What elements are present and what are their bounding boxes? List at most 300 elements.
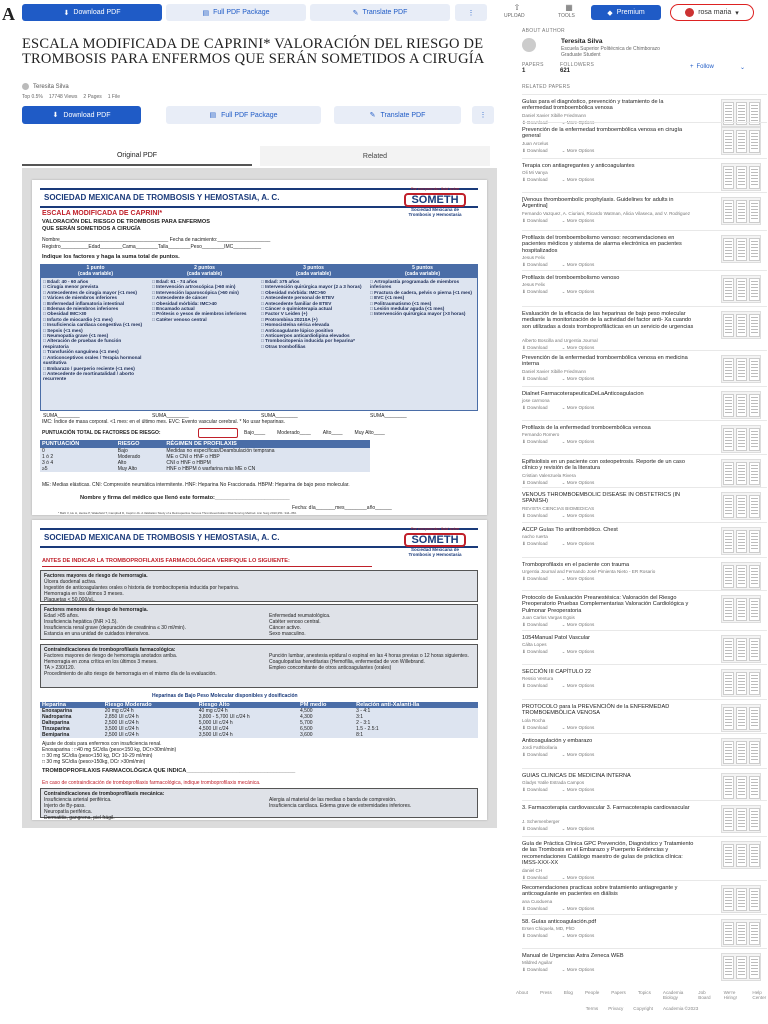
thumbnail-line (725, 184, 732, 185)
related-paper-item[interactable] (522, 630, 767, 664)
thumbnail-line (725, 510, 732, 511)
factor-item[interactable]: □ Alteración de pruebas de función respiratoria (43, 338, 122, 349)
table-cell: 5,700 (298, 720, 354, 726)
factor-item[interactable]: □ Obesidad mórbida: IMC>50 (261, 289, 326, 295)
related-paper-title[interactable]: Profilaxis de la enfermedad tromboembólica venosa (522, 425, 651, 431)
paper-thumbnail[interactable] (721, 841, 761, 869)
thumbnail-page (736, 922, 747, 945)
thumbnail-line (751, 653, 758, 654)
related-paper-title[interactable]: Evaluación de la eficacia de las heparinas de bajo peso molecular mediante la monitorización de la actividad del factor anti- Xa cuando son utilizadas a dosis tromboprofilácticas en un servicio de urgencias (522, 311, 694, 330)
paper-thumbnail[interactable] (721, 669, 761, 697)
related-paper-author[interactable]: Alberto Boscilla and Urgentia Journal (522, 337, 598, 343)
paper-thumbnail[interactable] (721, 595, 761, 623)
footer (516, 990, 768, 1011)
factor-item[interactable]: □ Edad: ≥75 años (261, 279, 300, 284)
related-paper-item[interactable] (522, 914, 767, 948)
factor-item[interactable]: □ Cáncer o quimioterapia actual (261, 306, 333, 312)
related-paper-actions (522, 405, 594, 411)
factor-item[interactable]: □ Anticoagulante lúpico positivo (261, 327, 334, 333)
thumbnail-line (751, 184, 758, 185)
related-paper-author[interactable]: Cristian Valenzuela Rivera (522, 472, 576, 478)
chevron-down-icon: ⌄ (561, 622, 567, 628)
related-paper-author[interactable]: Jordi Fathbollaria (522, 745, 558, 751)
related-paper-author[interactable]: nacho ruerta (522, 534, 548, 540)
full-pdf-package-button[interactable]: ▤ Full PDF Package (166, 4, 306, 21)
factor-item[interactable]: □ Embarazo / puerperio reciente (<1 mes) (43, 365, 135, 371)
contra-title: Contraindicaciones de tromboprofilaxis farmacológica: (44, 647, 176, 653)
related-paper-author[interactable]: jose carmona (522, 398, 550, 404)
thumbnail-page (749, 888, 760, 911)
factor-item[interactable]: □ Insuficiencia cardiaca congestiva (<1 mes) (43, 322, 143, 328)
upload-label[interactable]: UPLOAD (504, 13, 525, 19)
paper-thumbnail[interactable] (721, 355, 761, 383)
related-paper-author[interactable]: Ressio Ventura (522, 676, 554, 682)
related-paper-author[interactable]: Urgentia Journal and Fernando José Pimienta Nieto - ER Rosario (522, 569, 656, 575)
footer-link[interactable]: Privacy (608, 1006, 624, 1011)
more-options-link[interactable] (562, 262, 595, 268)
follow-button[interactable]: + Follow (690, 64, 714, 70)
related-paper-title[interactable]: Manual de Urgencias Astra Zeneca WEB (522, 953, 624, 959)
thumbnail-line (751, 716, 758, 717)
related-paper-item[interactable] (522, 768, 767, 800)
download-link[interactable] (522, 906, 548, 912)
factor-item[interactable]: □ Neumopatía grave (<1 mes) (43, 333, 109, 339)
factor-item[interactable]: □ Encamado actual (152, 306, 195, 312)
scale-sub-1: VALORACIÓN DEL RIESGO DE TROMBOSIS PARA ENFERMOS (42, 219, 210, 225)
footer-link[interactable]: Press (540, 990, 552, 995)
factor-item[interactable]: □ Antecedente familiar de ETEV (261, 300, 332, 306)
related-paper-author[interactable]: Juan Carlos Vargas Egüis (522, 615, 575, 621)
factor-item[interactable]: □ Otras trombofilias (261, 343, 306, 349)
related-paper-author[interactable]: Cálta Lopes (522, 642, 547, 648)
paper-thumbnail[interactable] (721, 773, 761, 801)
thumbnail-line (725, 574, 732, 575)
paper-thumbnail[interactable] (721, 459, 761, 487)
related-paper-item[interactable] (522, 158, 767, 192)
paper-thumbnail[interactable] (721, 492, 761, 520)
more-options-link[interactable] (562, 967, 595, 973)
related-paper-item[interactable] (522, 454, 767, 487)
thumbnail-line (738, 607, 745, 608)
logo-tagline: Por compromiso fluid sober (410, 186, 460, 191)
thumbnail-line (725, 850, 732, 851)
factor-item[interactable]: □ Enfermedad inflamatoria intestinal (43, 300, 124, 306)
related-paper-title[interactable]: GUIAS CLINICAS DE MEDICINA INTERNA (522, 773, 631, 779)
factor-item[interactable]: □ Antecedentes de cirugía mayor (<1 mes) (43, 289, 137, 295)
followers-label: FOLLOWERS (560, 62, 595, 68)
factor-item[interactable]: □ Edad: 61 - 74 años (152, 279, 198, 284)
thumbnail-line (738, 859, 745, 860)
related-paper-title[interactable]: 1054Manual Patol Vascular (522, 635, 590, 641)
download-link[interactable] (522, 725, 548, 731)
factor-item[interactable]: □ Anticuerpos anticardiolipina elevados (261, 333, 350, 339)
paper-thumbnail[interactable] (721, 635, 761, 663)
factor-item[interactable]: □ Trombocitopenia inducida por heparina* (261, 338, 355, 344)
paper-thumbnail[interactable] (721, 805, 761, 833)
thumbnail-line (725, 480, 732, 481)
thumbnail-line (751, 367, 758, 368)
download-link[interactable] (522, 649, 548, 655)
factor-item[interactable]: □ Politraumatismo (<1 mes) (370, 300, 432, 306)
download-link[interactable] (522, 787, 548, 793)
tab-original-pdf[interactable]: Original PDF (22, 146, 252, 166)
paper-thumbnail[interactable] (721, 197, 761, 225)
related-paper-title[interactable]: Terapia con antiagregantes y anticoagulantes (522, 163, 635, 169)
factor-item[interactable]: □ Edad: 40 - 60 años (43, 279, 89, 284)
more-options-link[interactable] (562, 480, 595, 486)
factor-item[interactable]: □ Artroplastía programada de miembros inferiores (370, 279, 460, 290)
table-header: Riesgo Alto (197, 702, 298, 708)
related-paper-author[interactable]: REVISTA CIENCIAS BIOMEDICAS (522, 505, 595, 511)
factor-item[interactable]: □ Sepsis (<1 mes) (43, 327, 83, 333)
user-menu[interactable]: rosa maria ▾ (670, 4, 754, 21)
thumbnail-line (751, 577, 758, 578)
factor-item[interactable]: □ Infarto de miocardio (<1 mes) (43, 316, 113, 322)
thumbnail-line (725, 601, 732, 602)
download-link[interactable] (522, 148, 548, 154)
column-points: 2 puntos (194, 265, 215, 271)
thumbnail-line (725, 400, 732, 401)
factor-item[interactable]: □ Intervención quirúrgica mayor (>3 horas) (370, 311, 466, 317)
factor-item[interactable]: □ Lesión medular aguda (<1 mes) (370, 306, 445, 312)
download-link[interactable] (522, 439, 548, 445)
thumbnail-page (736, 776, 747, 799)
author-avatar[interactable] (522, 38, 536, 52)
download-link[interactable] (522, 576, 548, 582)
factor-item[interactable]: □ Protrombina 20210A (+) (261, 316, 318, 322)
factor-item[interactable]: □ Catéter venoso central (152, 316, 207, 322)
more-options-link[interactable] (562, 439, 595, 445)
factor-item[interactable]: □ EVC (<1 mes) (370, 295, 405, 301)
factor-item[interactable]: □ Obesidad IMC>30 (43, 311, 87, 317)
translate-icon: ✎ (369, 112, 376, 119)
footer-link[interactable]: Blog (563, 990, 573, 995)
more-options-link[interactable] (562, 576, 595, 582)
related-paper-title[interactable]: Protocolo de Evaluación Preanestésica: Valoración del Riesgo Preoperatorio Pruebas Complementarias Valoración Cardiológica y Pulmonar Preoperatoria (522, 595, 689, 614)
factor-item[interactable]: □ Obesidad mórbida: IMC>40 (152, 300, 217, 306)
related-paper-author[interactable]: J. Schemenberger (522, 818, 560, 824)
related-paper-author[interactable]: Juan Arcelus (522, 140, 549, 146)
paper-thumbnail[interactable] (721, 885, 761, 913)
download-pdf-main-button[interactable]: ⬇ Download PDF (22, 106, 141, 124)
download-link[interactable] (522, 967, 548, 973)
more-options-label: More Options (566, 576, 595, 582)
footer-link[interactable]: Job Board (698, 990, 711, 1000)
footer-link[interactable]: People (584, 990, 600, 995)
more-options-link[interactable] (562, 513, 595, 519)
download-link[interactable] (522, 541, 548, 547)
avatar (685, 8, 694, 17)
related-paper-author[interactable]: Jesus Felix (522, 282, 545, 288)
more-options-link[interactable] (562, 289, 595, 295)
related-paper-actions (522, 376, 594, 382)
more-options-label: More Options (566, 289, 595, 295)
more-options-link[interactable] (562, 787, 595, 793)
related-paper-item[interactable] (522, 350, 767, 386)
paper-thumbnail[interactable] (721, 738, 761, 766)
thumbnail-line (751, 117, 758, 118)
thumbnail-line (738, 145, 745, 146)
paper-thumbnail[interactable] (721, 311, 761, 339)
thumbnail-page (736, 495, 747, 518)
thumbnail-line (725, 329, 732, 330)
related-paper-title[interactable]: Guías para el diagnóstico, prevención y tratamiento de la enfermedad tromboembólica venosa (522, 99, 664, 112)
download-link[interactable] (522, 289, 548, 295)
footer-link[interactable]: Terms (585, 1006, 599, 1011)
related-paper-title[interactable]: Prevención de la enfermedad tromboembólica venosa en cirugía general (522, 127, 683, 140)
factor-item[interactable]: □ Factor V Leiden (+) (261, 311, 308, 317)
files-count[interactable]: 1 File (107, 94, 120, 100)
related-paper-author[interactable]: Mildred Aguilar (522, 960, 553, 966)
more-options-link[interactable] (562, 541, 595, 547)
related-paper-item[interactable] (522, 733, 767, 768)
footer-link[interactable]: We're Hiring! (723, 990, 737, 1000)
related-paper-author[interactable]: Ersen Chiquela, MD, PhD (522, 926, 575, 932)
thumbnail-line (725, 403, 732, 404)
related-paper-item[interactable] (522, 94, 767, 125)
related-paper-author[interactable]: Gladys Yatile Estrada Campos (522, 780, 585, 786)
related-paper-item[interactable] (522, 386, 767, 420)
footer-link[interactable]: Papers (611, 990, 626, 995)
thumbnail-line (738, 678, 745, 679)
thumbnail-line (725, 823, 732, 824)
related-paper-item[interactable] (522, 230, 767, 270)
factor-item[interactable]: □ Fractura de cadera, pelvis o pierna (<1 mes) (370, 289, 472, 295)
author-row[interactable] (22, 83, 69, 90)
thumbnail-line (738, 862, 745, 863)
related-paper-item[interactable] (522, 800, 767, 836)
related-paper-title[interactable]: Tromboprofilaxis en el paciente con trauma (522, 562, 630, 568)
more-options-link[interactable] (562, 826, 595, 832)
factor-item[interactable]: □ Antecedente de mortinatalidad / aborto recurrente (43, 370, 134, 382)
related-paper-title[interactable]: Prevención de la enfermedad tromboembólica venosa en medicina interna (522, 355, 688, 368)
more-options-link[interactable] (562, 906, 595, 912)
factor-item[interactable]: □ Antecedente de cáncer (152, 295, 208, 301)
chevron-down-icon: ⌄ (561, 147, 567, 153)
thumbnail-line (738, 397, 745, 398)
related-paper-item[interactable] (522, 420, 767, 454)
factor-item[interactable]: □ Cirugía menor prevista (43, 284, 99, 290)
related-paper-author[interactable]: Daniel Xavier Xibille Friedmann (522, 368, 587, 374)
thumbnail-line (738, 906, 745, 907)
factor-item[interactable]: □ Antecedente personal de ETEV (261, 295, 335, 301)
factor-item[interactable]: □ Intervención artroscópica (>60 min) (152, 284, 236, 290)
factor-item[interactable]: □ Várices de miembros inferiores (43, 295, 117, 301)
total-score-box[interactable] (198, 428, 238, 438)
thumbnail-page (723, 707, 734, 730)
thumbnail-page (749, 238, 760, 261)
paper-thumbnail[interactable] (721, 919, 761, 947)
chevron-down-icon[interactable]: ⌄ (740, 65, 746, 71)
renal-adjustment (42, 741, 176, 765)
related-paper-title[interactable]: [Venous thromboembolic prophylaxis. Guidelines for adults in Argentina] (522, 197, 674, 210)
thumbnail-page (736, 200, 747, 223)
factor-item[interactable]: □ Anticonceptivos orales / Terapia hormonal sustitutiva (43, 354, 142, 366)
paper-thumbnail[interactable] (721, 527, 761, 555)
thumbnail-line (751, 690, 758, 691)
related-paper-item[interactable] (522, 699, 767, 733)
more-options-link[interactable] (562, 683, 595, 689)
thumbnail-line (725, 753, 732, 754)
footer-link[interactable]: Copyright (633, 1006, 653, 1011)
thumbnail-line (725, 962, 732, 963)
paper-thumbnail[interactable] (721, 127, 761, 155)
more-options-link[interactable] (562, 933, 595, 939)
tab-related[interactable]: Related (260, 146, 490, 166)
chevron-down-icon: ⌄ (561, 649, 567, 655)
related-paper-item[interactable] (522, 270, 767, 306)
list-item: Insuficiencia arterial periférica. (44, 797, 112, 803)
thumbnail-line (751, 175, 758, 176)
related-paper-title[interactable]: Anticoagulación y embarazo (522, 738, 593, 744)
download-link[interactable] (522, 218, 548, 224)
download-link[interactable] (522, 622, 548, 628)
related-paper-author[interactable]: Lola Rocha (522, 717, 546, 723)
full-pdf-package-main-button[interactable]: ▤ Full PDF Package (166, 106, 321, 124)
upload-icon[interactable]: ⇧ (513, 3, 521, 12)
table-cell: Alto (116, 460, 165, 466)
footer-link[interactable]: Academia ©2023 (662, 1006, 699, 1011)
download-pdf-button[interactable]: ⬇ Download PDF (22, 4, 162, 21)
premium-button[interactable]: ◆ Premium (591, 5, 661, 20)
related-paper-item[interactable] (522, 119, 767, 158)
more-options-link[interactable] (562, 376, 595, 382)
related-paper-item[interactable] (522, 306, 767, 350)
download-link[interactable] (522, 480, 548, 486)
paper-thumbnail[interactable] (721, 391, 761, 419)
factor-item[interactable]: □ Transfusión sanguínea (<1 mes) (43, 349, 119, 355)
factor-item[interactable]: □ Prótesis o yesos de miembros inferiores (152, 311, 247, 317)
download-link[interactable] (522, 752, 548, 758)
footer-link[interactable]: Academia Biology (662, 990, 684, 1000)
paper-thumbnail[interactable] (721, 562, 761, 590)
more-options-link[interactable] (562, 725, 595, 731)
factor-item[interactable]: □ Intervención laparoscópica (>60 min) (152, 289, 239, 295)
list-item: Factores mayores de riesgo de hemorragia anotados arriba. (44, 653, 178, 659)
related-paper-author[interactable]: daniel CH (522, 867, 543, 873)
thumbnail-page (723, 672, 734, 695)
download-link[interactable] (522, 826, 548, 832)
paper-thumbnail[interactable] (721, 704, 761, 732)
related-paper-title[interactable]: Recomendaciones practicas sobre tratamiento antiagregante y anticoagulante en pacientes en diálisis (522, 885, 678, 898)
related-paper-title[interactable]: VENOUS THROMBOEMBOLIC DISEASE IN OBSTETRICS (IN SPANISH) (522, 492, 681, 505)
more-options-button[interactable]: ⋮ (455, 4, 487, 21)
thumbnail-line (725, 974, 732, 975)
thumbnail-line (738, 323, 745, 324)
thumbnail-line (738, 653, 745, 654)
related-paper-item[interactable] (522, 880, 767, 914)
thumbnail-page (749, 130, 760, 153)
related-paper-author[interactable]: Fernando Vazquez, A. Ciuriani, Ricardo Watman, Alicia Vilaseca, and V. Rodriguez (522, 210, 691, 216)
paper-thumbnail[interactable] (721, 235, 761, 263)
paper-thumbnail[interactable] (721, 275, 761, 303)
translate-pdf-main-button[interactable]: ✎ Translate PDF (334, 106, 461, 124)
thumbnail-line (725, 209, 732, 210)
table-cell: 3 - 4:1 (354, 708, 478, 714)
tools-icon[interactable]: ▦ (565, 3, 573, 12)
column-points: 3 puntos (303, 265, 324, 271)
thumbnail-line (751, 203, 758, 204)
paper-thumbnail[interactable] (721, 163, 761, 191)
thumbnail-page (723, 956, 734, 979)
thumbnail-line (725, 244, 732, 245)
thumbnail-page (749, 638, 760, 661)
related-paper-title[interactable]: ACCP Guías Tto antitrombótico. Chest (522, 527, 618, 533)
related-paper-actions (522, 752, 594, 758)
related-paper-title[interactable]: Profilaxis del tromboembolismo venoso: recomendaciones en pacientes médicos y sistema de alarma electrónica en pacientes hospitalizados (522, 235, 682, 254)
download-link[interactable] (522, 177, 548, 183)
related-paper-item[interactable] (522, 836, 767, 880)
download-link[interactable] (522, 683, 548, 689)
more-options-link[interactable] (562, 405, 595, 411)
sidebar-author-name[interactable]: Teresita Silva (561, 38, 603, 45)
download-link[interactable] (522, 405, 548, 411)
related-paper-author[interactable]: Daniel Xavier Xibille Friedmann (522, 112, 587, 118)
more-options-link[interactable] (562, 218, 595, 224)
thumbnail-line (738, 406, 745, 407)
related-paper-title[interactable]: 58. Guías anticoagulación.pdf (522, 919, 597, 925)
thumbnail-page (736, 394, 747, 417)
related-paper-author[interactable]: Oli Mi Vanya (522, 170, 548, 176)
related-paper-item[interactable] (522, 664, 767, 699)
download-link[interactable] (522, 513, 548, 519)
chevron-down-icon: ⌄ (561, 479, 567, 485)
related-paper-item[interactable] (522, 948, 767, 985)
paper-thumbnail[interactable] (721, 953, 761, 981)
more-options-link[interactable] (562, 177, 595, 183)
more-options-main-button[interactable]: ⋮ (472, 106, 494, 124)
related-paper-author[interactable]: Jesus Felix (522, 255, 545, 261)
related-paper-item[interactable] (522, 557, 767, 590)
related-paper-title[interactable]: Dialnet FarmacoterapeuticaDeLaAnticoagulacion (522, 391, 644, 397)
thumbnail-line (725, 317, 732, 318)
related-paper-title[interactable]: SECCIÓN III CAPÍTULO 22 (522, 669, 592, 675)
tools-label[interactable]: TOOLS (558, 13, 575, 19)
related-paper-item[interactable] (522, 192, 767, 230)
factor-item[interactable]: □ Intervención quirúrgica mayor (2 a 3 horas) (261, 284, 362, 290)
related-paper-title[interactable]: PROTOCOLO para la PREVENCIÓN de la ENFERMEDAD TROMBOEMBÓLICA VENOSA (522, 704, 670, 717)
more-options-link[interactable] (562, 622, 595, 628)
thumbnail-line (751, 256, 758, 257)
related-paper-title[interactable]: Guía de Práctica Clínica GPC Prevención, Diagnóstico y Tratamiento de las Trombosis en el Embarazo y Puerperio Evidencias y recomendaciones Catálogo maestro de guías de práctica clínica: IMSS-XXX-XX (522, 841, 694, 867)
related-paper-author[interactable]: Fernando Romero (522, 432, 560, 438)
thumbnail-line (751, 133, 758, 134)
download-link[interactable] (522, 376, 548, 382)
footer-link[interactable]: Help Center (752, 990, 767, 1000)
academia-logo[interactable]: A (2, 4, 15, 24)
related-paper-title[interactable]: Profilaxis del tromboembolismo venoso (522, 275, 620, 281)
related-paper-title[interactable]: 3. Farmacoterapia cardiovascular 3. Farmacoterapia cardiovascular (522, 805, 690, 811)
more-options-link[interactable] (562, 148, 595, 154)
related-paper-author[interactable]: ana Cuoduena (522, 898, 553, 904)
pdf-viewer[interactable] (22, 168, 497, 828)
related-paper-title[interactable]: Epifisiolisis en un paciente con osteopetrosis. Reporte de un caso clínico y revisión de la literatura (522, 459, 685, 472)
related-paper-item[interactable] (522, 487, 767, 522)
related-paper-item[interactable] (522, 590, 767, 630)
more-options-link[interactable] (562, 649, 595, 655)
download-link[interactable] (522, 933, 548, 939)
factor-item[interactable]: □ Edemas de miembros inferiores (43, 306, 119, 312)
author-name[interactable]: Teresita Silva (33, 83, 69, 90)
paper-thumbnail[interactable] (721, 425, 761, 453)
related-paper-item[interactable] (522, 522, 767, 557)
translate-pdf-button[interactable]: ✎ Translate PDF (310, 4, 450, 21)
footer-link[interactable]: Topics (637, 990, 651, 995)
download-link[interactable] (522, 262, 548, 268)
more-options-link[interactable] (562, 752, 595, 758)
factor-item[interactable]: □ Homocisteína sérica elevada (261, 322, 330, 328)
footer-link[interactable]: About (516, 990, 529, 995)
